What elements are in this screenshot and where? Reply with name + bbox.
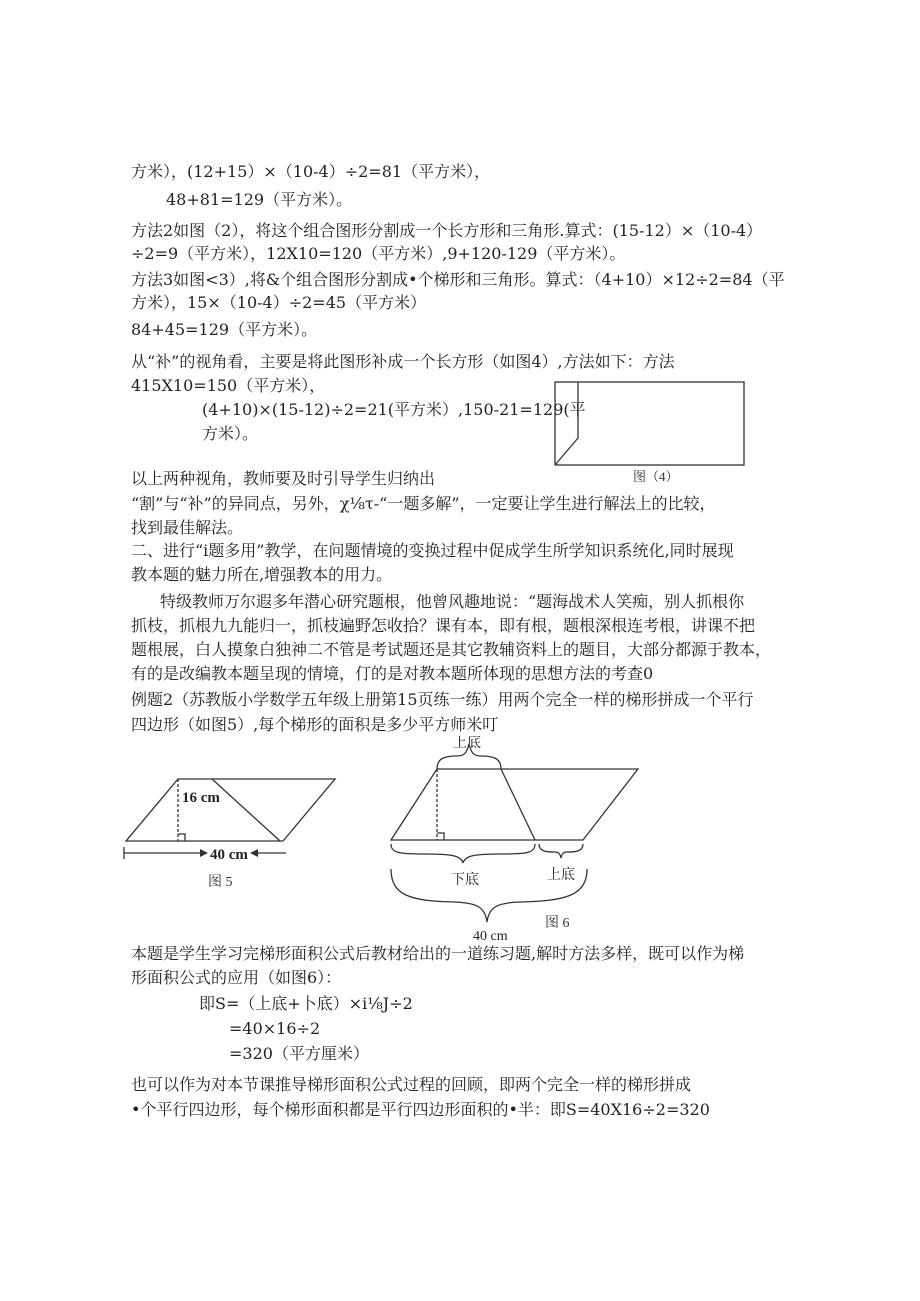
fig5-arrowhead-left: [250, 849, 258, 857]
text-line-9: 415X10=150（平方米），: [131, 376, 326, 395]
text-line-19: 题根展，白人摸象白独神二不管是考试题还是其它教辅资料上的题目，大部分都源于教本，: [131, 640, 772, 659]
figure-4: [545, 378, 755, 488]
text-line-5: 方法3如图<3）,将&个组合图形分割成•个梯形和三角形。算式：（4+10）×12÷2=84（平: [131, 270, 785, 289]
text-line-1: 方米），(12+15）×（10-4）÷2=81（平方米），: [131, 162, 491, 181]
text-line-28: 也可以作为对本节课推导梯形面积公式过程的回顾，即两个完全一样的梯形拼成: [131, 1075, 692, 1094]
fig6-total-label: 40 cm: [473, 929, 508, 941]
fig6-top2-brace: [539, 844, 583, 858]
text-line-12: 以上两种视角，教师要及时引导学生归纳出: [131, 469, 436, 488]
text-line-29: •个平行四边形，每个梯形面积都是平行四边形面积的•半：即S=40X16÷2=320: [131, 1100, 710, 1119]
fig5-right-angle: [178, 834, 185, 841]
text-line-21: 例题2（苏教版小学数学五年级上册第15页练一练）用两个完全一样的梯形拼成一个平行: [131, 690, 754, 709]
figure-6: [385, 736, 640, 941]
fig5-base-label: 40 cm: [210, 847, 248, 863]
text-line-3: 方法2如图（2），将这个组合图形分割成一个长方形和三角形.算式：(15-12）×（10-4）: [131, 221, 763, 240]
fig4-inner-edge: [555, 382, 578, 465]
figure-5: [120, 775, 345, 895]
text-line-24: 形面积公式的应用（如图6）：: [131, 968, 342, 987]
text-line-11: 方米）。: [202, 424, 259, 443]
text-line-6: 方米），15×（10-4）÷2=45（平方米）: [131, 293, 427, 312]
text-line-22: 四边形（如图5）,每个梯形的面积是多少平方师米叮: [131, 715, 499, 734]
fig6-bottom-brace: [391, 844, 535, 863]
text-line-16: 教本题的魅力所在,增强教本的用力。: [131, 565, 393, 584]
fig6-top2-label: 上底: [547, 868, 575, 883]
text-line-27: =320（平方厘米）: [229, 1044, 369, 1063]
text-line-25: 即S=（上底+卜底）×i⅛J÷2: [199, 994, 413, 1013]
text-line-18: 抓枝，抓根九九能归一，抓枝遍野怎收拾？课有本，即有根，题根深根连考根，讲课不把: [131, 616, 756, 635]
fig6-divider: [501, 769, 535, 840]
fig6-caption: 图 6: [545, 916, 570, 931]
text-line-15: 二、进行“i题多用”教学，在问题情境的变换过程中促成学生所学知识系统化,同时展现: [131, 541, 734, 560]
text-line-4: ÷2=9（平方米），12X10=120（平方米）,9+120-129（平方米）。: [131, 244, 626, 263]
fig5-divider: [212, 779, 280, 841]
fig4-caption: 图（4）: [633, 469, 679, 484]
text-line-14: 找到最佳解法。: [131, 518, 244, 537]
fig5-caption: 图 5: [208, 875, 233, 890]
text-line-7: 84+45=129（平方米）。: [131, 320, 318, 339]
text-line-13: “割”与“补”的异同点，另外，χ⅛τ-“一题多解”，一定要让学生进行解法上的比较，: [131, 494, 716, 513]
fig5-parallelogram: [126, 779, 335, 841]
text-line-8: 从“补”的视角看，主要是将此图形补成一个长方形（如图4）,方法如下：方法: [131, 352, 675, 371]
fig5-height-label: 16 cm: [182, 790, 220, 806]
text-line-23: 本题是学生学习完梯形面积公式后教材给出的一道练习题,解时方法多样，既可以作为梯: [131, 944, 745, 963]
text-line-10: (4+10)×(15-12)÷2=21(平方米）,150-21=129(平: [202, 400, 586, 419]
text-line-20: 有的是改编教本题呈现的情境，仃的是对教本题所体现的思想方法的考查0: [131, 664, 654, 683]
fig4-rectangle: [555, 382, 744, 465]
text-line-26: =40×16÷2: [229, 1019, 321, 1038]
fig6-parallelogram: [391, 769, 638, 840]
text-line-17: 特级教师万尔遐多年潜心研究题根，他曾风趣地说：“题海战术人笑痴，别人抓根你: [160, 592, 745, 611]
text-line-2: 48+81=129（平方米）。: [166, 190, 353, 209]
fig5-arrowhead-right: [200, 849, 208, 857]
fig6-right-angle: [437, 833, 444, 840]
fig6-bottom-label: 下底: [451, 873, 479, 888]
fig6-top-label: 上底: [453, 736, 481, 751]
